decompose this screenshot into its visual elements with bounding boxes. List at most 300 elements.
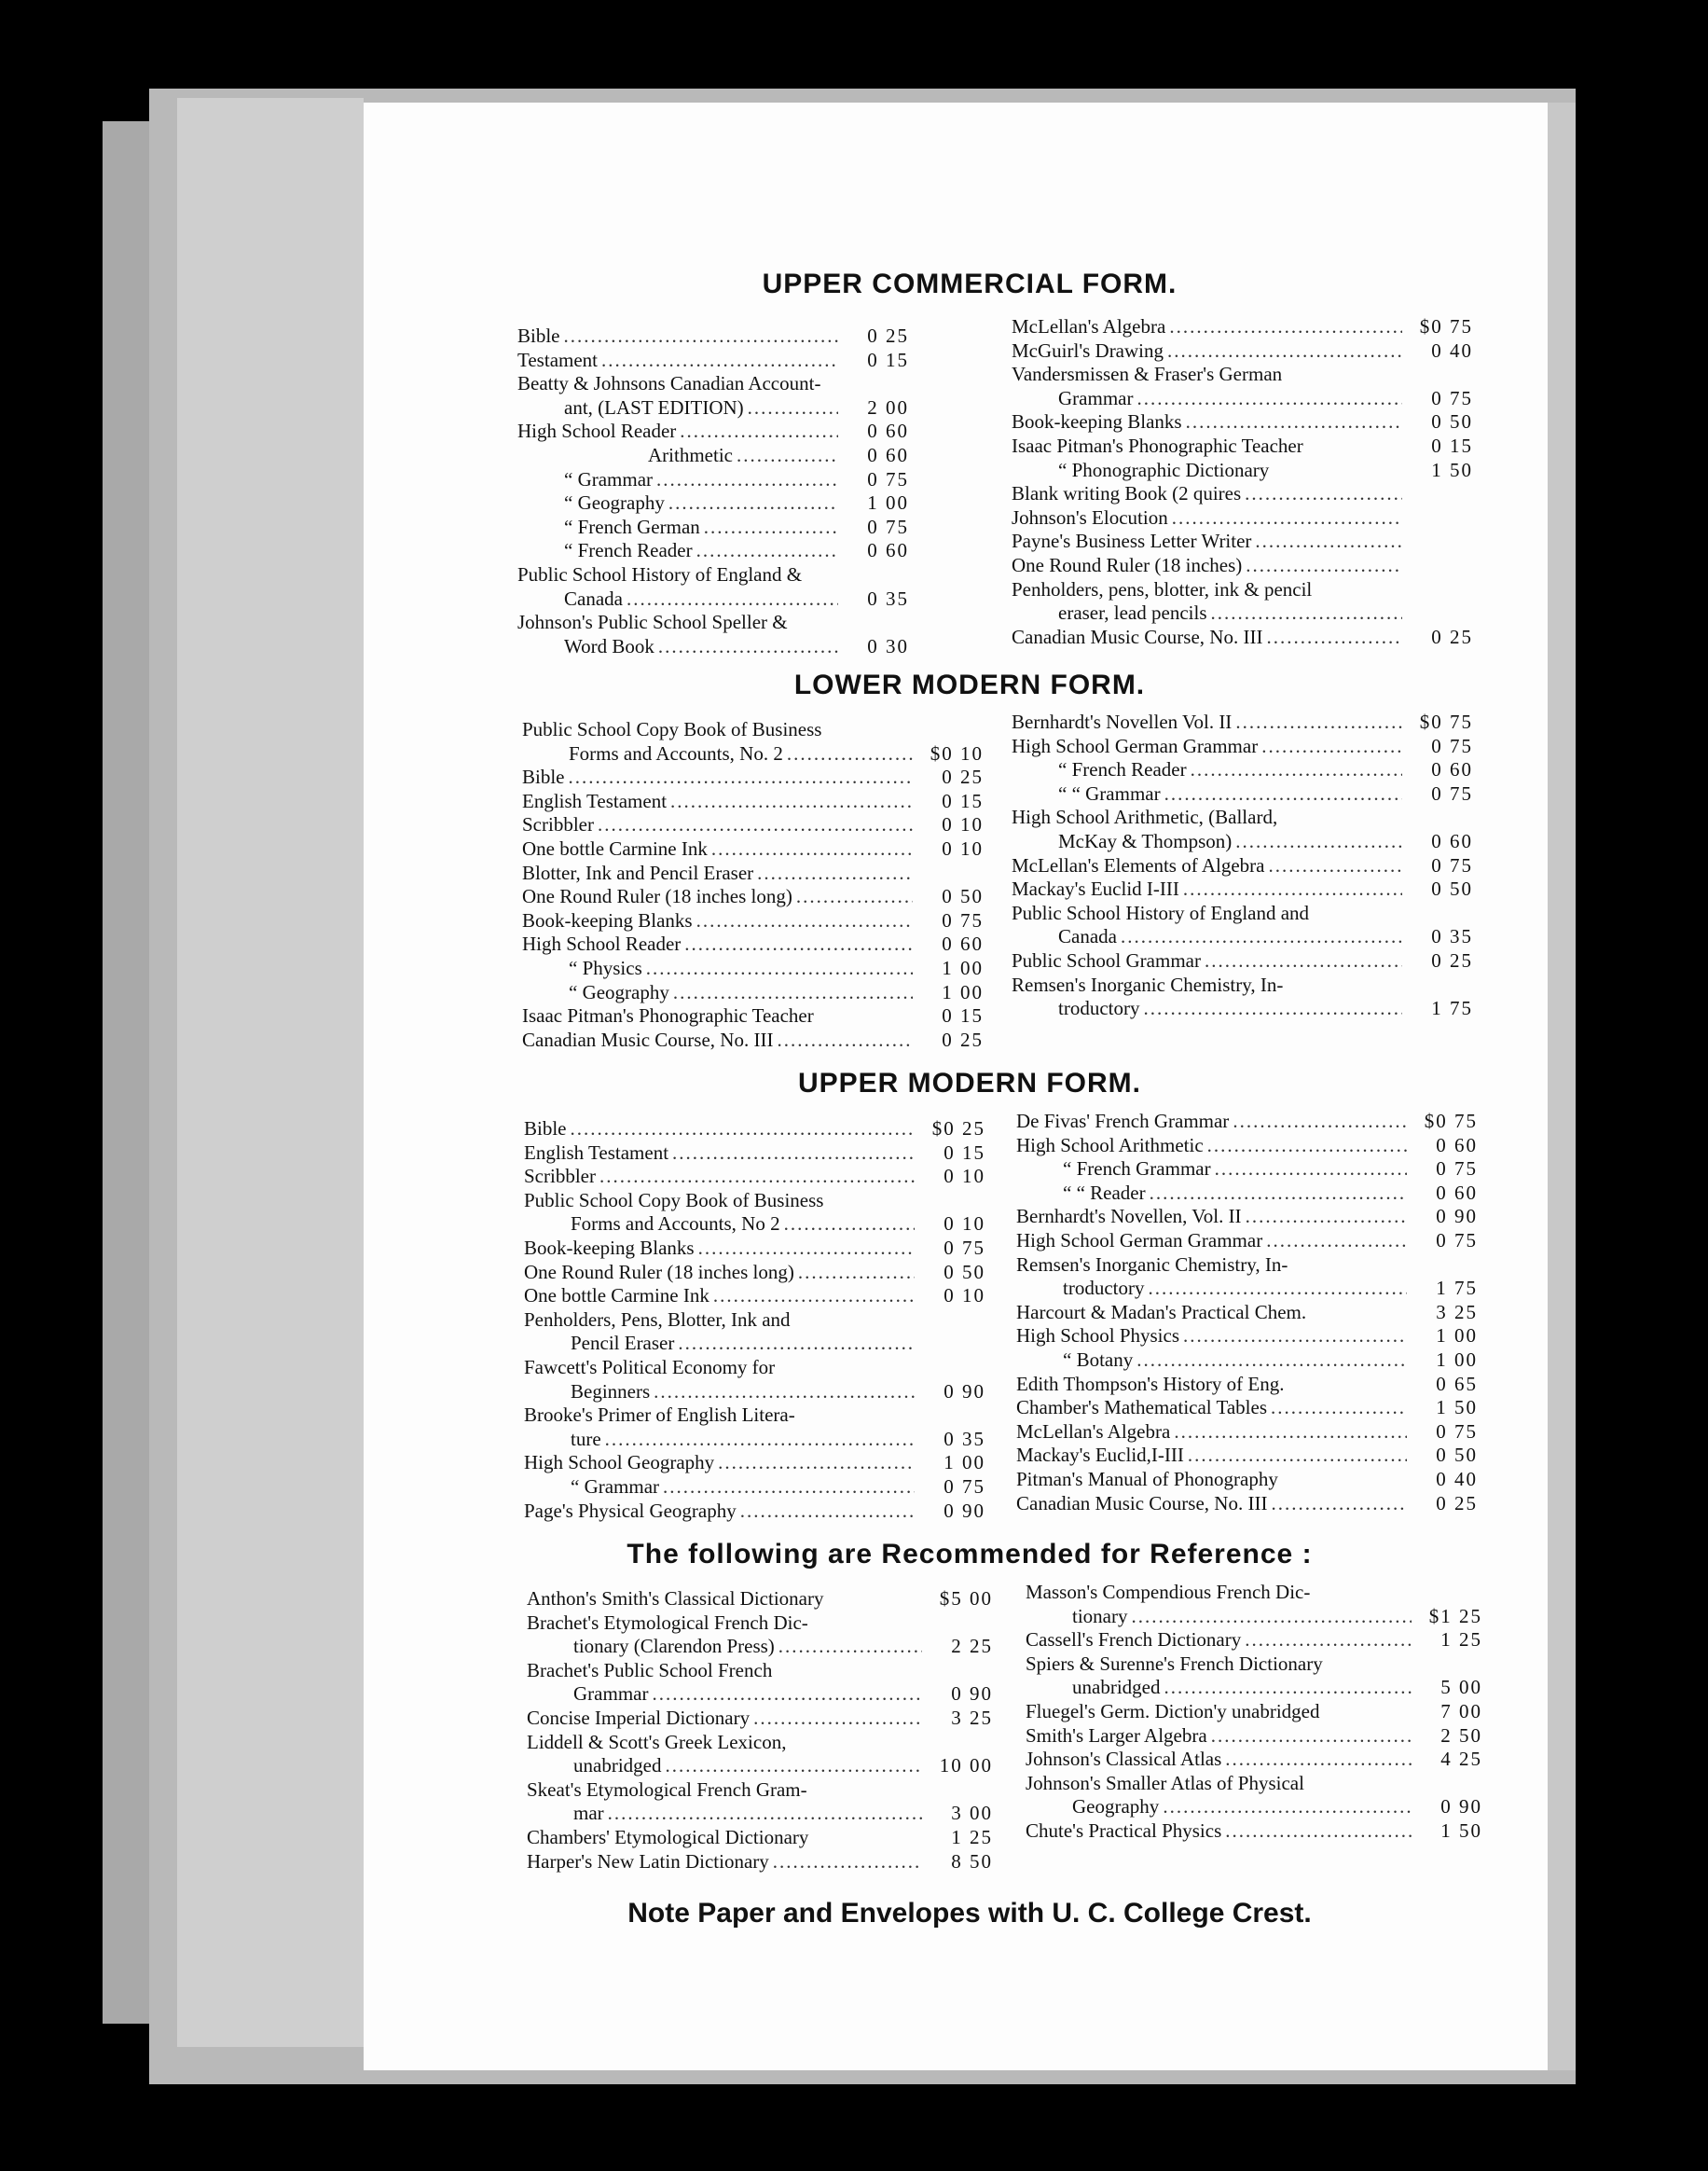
price-list-row [1026,1772,1482,1796]
item-title: Liddell & Scott's Greek Lexicon, [527,1730,787,1753]
dot-leader [798,1261,915,1285]
dot-leader [1245,482,1402,506]
price-list-row [524,1356,985,1380]
item-price: 0 15 [1431,434,1473,457]
item-title: “ Grammar [571,1474,660,1498]
item-price: 0 60 [867,443,909,466]
price-list-row [522,837,984,862]
dot-leader [696,539,838,563]
book-page [364,103,1576,2070]
price-list-row [1016,1444,1478,1468]
price-list-row [1012,506,1473,531]
price-list-row [524,1500,985,1524]
dot-leader [1271,1492,1407,1516]
item-title: Public School History of England and [1012,901,1310,924]
price-list-row [527,1802,993,1826]
item-title: Beginners [571,1379,651,1403]
price-list-row [517,563,909,588]
item-price: 0 25 [1431,948,1473,972]
item-title: Geography [1072,1795,1160,1818]
item-title: One Round Ruler (18 inches long) [522,885,792,908]
price-list-row [1012,315,1473,339]
item-title: Canadian Music Course, No. III [1016,1491,1268,1514]
price-list-row [1026,1605,1482,1629]
reference-left [527,1587,993,1874]
item-title: Chambers' Etymological Dictionary [527,1825,809,1848]
item-title: Grammar [573,1682,649,1706]
item-price: 3 00 [951,1802,993,1825]
dot-leader [1207,1134,1407,1158]
price-list-row [517,325,909,349]
item-price: 0 15 [944,1141,985,1164]
price-list-row [1016,1492,1478,1516]
price-list-row [1016,1301,1478,1325]
price-list-row [1012,339,1473,364]
dot-leader [1183,878,1402,902]
dot-leader [1183,1324,1407,1348]
item-title: Beatty & Johnsons Canadian Account- [517,372,821,395]
price-list-row [1012,554,1473,578]
item-title: Canada [1058,925,1117,948]
dot-leader [1255,530,1402,554]
price-list-row [527,1635,993,1659]
item-price: 0 10 [944,1165,985,1188]
item-title: Brachet's Public School French [527,1658,773,1681]
dot-leader [1164,782,1402,807]
item-title: “ Geography [564,491,665,515]
dot-leader [1148,1277,1407,1301]
item-title: “ Geography [569,980,669,1003]
item-title: “ Botany [1063,1348,1134,1371]
dot-leader [1174,1420,1407,1445]
lower-modern-left [522,718,984,1052]
item-title: Bible [524,1117,567,1140]
item-price: 1 00 [1436,1324,1478,1348]
item-title: Testament [517,348,598,371]
price-list-row [522,742,984,767]
item-price: 0 50 [1431,878,1473,901]
price-list-row [1012,974,1473,998]
item-title: Isaac Pitman's Phonographic Teacher [1012,434,1303,457]
item-title: Anthon's Smith's Classical Dictionary [527,1587,824,1610]
item-title: “ “ Reader [1063,1181,1146,1204]
item-title: Remsen's Inorganic Chemistry, In- [1012,973,1284,996]
dot-leader [668,491,838,516]
item-title: troductory [1063,1277,1145,1300]
item-title: Smith's Larger Algebra [1026,1723,1207,1747]
dot-leader [696,909,913,933]
upper-modern-heading: UPPER MODERN FORM. [797,1068,1141,1099]
price-list-row [1016,1324,1478,1348]
item-price: $1 25 [1428,1604,1482,1627]
dot-leader [605,1428,915,1452]
price-list-row [1016,1468,1478,1492]
item-price: 2 50 [1440,1723,1482,1747]
price-list-row [522,718,984,742]
dot-leader [1271,1396,1407,1420]
lower-modern-heading: LOWER MODERN FORM. [793,670,1146,700]
item-price: 0 25 [942,1028,984,1051]
item-title: Pitman's Manual of Phonography [1016,1467,1278,1490]
price-list-row [1012,387,1473,411]
item-title: “ Grammar [564,467,654,491]
dot-leader [680,420,838,444]
price-list-row [1012,530,1473,554]
item-title: Fluegel's Germ. Diction'y unabridged [1026,1699,1320,1722]
upper-commercial-heading: UPPER COMMERCIAL FORM. [762,269,1178,299]
item-price: 0 25 [1431,625,1473,648]
dot-leader [778,1635,922,1659]
price-list-row [522,909,984,933]
price-list-row [1026,1748,1482,1772]
price-list-row [1016,1420,1478,1445]
item-price: 0 75 [867,467,909,491]
price-list-row [522,813,984,837]
item-price: $0 10 [930,741,984,765]
dot-leader [678,1332,915,1356]
item-title: One bottle Carmine Ink [524,1284,709,1307]
price-list-row [1012,758,1473,782]
item-price: 0 50 [1436,1444,1478,1467]
price-list-row [522,766,984,790]
price-list-row [1012,949,1473,974]
dot-leader [571,1117,916,1141]
item-title: High School German Grammar [1012,734,1259,757]
dot-leader [777,1029,913,1053]
price-list-row [522,1004,984,1029]
item-title: Johnson's Classical Atlas [1026,1748,1222,1771]
price-list-row [527,1659,993,1683]
item-title: Forms and Accounts, No 2 [571,1212,780,1236]
price-list-row [524,1404,985,1428]
item-title: English Testament [522,789,668,812]
price-list-row [517,444,909,468]
price-list-row [524,1475,985,1500]
price-list-row [522,933,984,957]
book-board-inner [177,98,364,2047]
dot-leader [658,635,838,659]
price-list-row [524,1261,985,1285]
item-price: 0 10 [944,1284,985,1307]
item-price: 0 90 [1436,1205,1478,1228]
item-title: mar [573,1802,604,1825]
item-price: 1 00 [942,956,984,979]
item-title: Bernhardt's Novellen, Vol. II [1016,1205,1242,1228]
item-price: 0 75 [942,908,984,932]
price-list-row [524,1189,985,1213]
item-title: Bible [522,766,565,789]
price-list-row [1026,1581,1482,1605]
price-list-row [522,957,984,981]
price-list-row [1016,1157,1478,1182]
item-price: $0 75 [1419,315,1473,338]
item-title: Brachet's Etymological French Dic- [527,1611,808,1634]
price-list-row [517,611,909,635]
item-title: One Round Ruler (18 inches) [1012,553,1243,576]
item-price: 3 25 [951,1706,993,1729]
item-price: 2 00 [867,395,909,419]
item-price: 8 50 [951,1849,993,1873]
dot-leader [1163,1795,1412,1819]
item-title: Penholders, Pens, Blotter, Ink and [524,1307,791,1331]
item-title: Mackay's Euclid,I-III [1016,1444,1184,1467]
item-price: 0 60 [867,420,909,443]
lower-modern-right [1012,711,1473,1021]
item-title: Canada [564,587,623,610]
item-price: 0 30 [867,634,909,657]
item-price: 1 25 [951,1825,993,1848]
price-list-row [1026,1700,1482,1724]
dot-leader [1261,735,1402,759]
item-price: $5 00 [939,1587,993,1610]
price-list-row [1012,878,1473,902]
dot-leader [737,444,838,468]
item-title: Brooke's Primer of English Litera- [524,1404,795,1427]
dot-leader [684,933,913,957]
item-price: 0 50 [944,1260,985,1283]
item-title: ture [571,1427,601,1450]
item-price: 0 75 [944,1236,985,1259]
dot-leader [1150,1182,1407,1206]
dot-leader [599,1165,915,1189]
price-list-row [1016,1205,1478,1229]
item-title: Isaac Pitman's Phonographic Teacher [522,1004,814,1028]
price-list-row [527,1707,993,1731]
price-list-row [524,1308,985,1333]
item-price: 0 65 [1436,1372,1478,1395]
dot-leader [718,1451,915,1475]
item-title: Canadian Music Course, No. III [1012,625,1263,648]
item-title: Cassell's French Dictionary [1026,1628,1242,1652]
item-price: 0 75 [1431,386,1473,409]
price-list-row [527,1611,993,1636]
item-title: High School German Grammar [1016,1228,1263,1251]
price-list-row [1012,482,1473,506]
price-list-row [522,1029,984,1053]
item-title: One Round Ruler (18 inches long) [524,1260,794,1283]
item-price: 0 10 [944,1212,985,1236]
dot-leader [787,742,913,767]
item-title: Skeat's Etymological French Gram- [527,1777,807,1801]
price-list-row [517,539,909,563]
price-list-row [1016,1182,1478,1206]
item-price: 0 60 [1436,1181,1478,1204]
price-list-row [1016,1229,1478,1253]
dot-leader [1164,1676,1412,1700]
item-title: Scribbler [524,1165,596,1188]
item-price: 1 25 [1440,1628,1482,1652]
item-price: 1 00 [942,980,984,1003]
item-price: 0 75 [1431,734,1473,757]
upper-modern-left [524,1117,985,1523]
price-list-row [522,981,984,1005]
item-title: Masson's Compendious French Dic- [1026,1581,1311,1603]
item-price: 0 75 [1431,853,1473,877]
item-title: Johnson's Public School Speller & [517,611,788,634]
item-price: 0 60 [942,933,984,956]
item-title: “ Physics [569,956,642,979]
dot-leader [672,1141,915,1166]
item-title: High School Arithmetic, (Ballard, [1012,806,1278,829]
price-list-row [1012,459,1473,483]
dot-leader [1191,758,1402,782]
item-price: 0 25 [942,766,984,789]
dot-leader [753,1707,922,1731]
dot-leader [673,981,913,1005]
dot-leader [646,957,913,981]
item-title: tionary (Clarendon Press) [573,1635,775,1658]
item-title: Pencil Eraser [571,1332,675,1355]
item-price: 1 75 [1431,997,1473,1020]
price-list-row [1012,806,1473,830]
item-title: Penholders, pens, blotter, ink & pencil [1012,577,1313,601]
dot-leader [1143,997,1402,1021]
dot-leader [569,766,914,790]
item-title: High School Arithmetic [1016,1133,1204,1156]
dot-leader [713,1284,915,1308]
item-title: Word Book [564,634,654,657]
price-list-row [1012,602,1473,626]
price-list-row [1026,1652,1482,1677]
price-list-row [1012,782,1473,807]
price-list-row [1012,735,1473,759]
item-price: 5 00 [1440,1676,1482,1699]
dot-leader [1131,1605,1412,1629]
item-title: Remsen's Inorganic Chemistry, In- [1016,1252,1288,1276]
price-list-row [1012,626,1473,650]
item-price: 0 75 [867,515,909,538]
item-title: Book-keeping Blanks [1012,410,1182,434]
item-title: Edith Thompson's History of Eng. [1016,1372,1285,1395]
item-title: De Fivas' French Grammar [1016,1110,1230,1132]
item-title: One bottle Carmine Ink [522,837,708,860]
dot-leader [1246,1205,1407,1229]
price-list-row [1026,1795,1482,1819]
dot-leader [1215,1157,1407,1182]
item-title: High School Reader [517,420,677,443]
item-price: 1 75 [1436,1277,1478,1300]
item-title: “ “ Grammar [1058,781,1161,805]
item-title: Concise Imperial Dictionary [527,1706,751,1729]
dot-leader [748,396,838,421]
dot-leader [601,349,838,373]
price-list-row [517,372,909,396]
item-title: “ Phonographic Dictionary [1058,458,1270,481]
dot-leader [1136,387,1402,411]
dot-leader [1225,1819,1412,1844]
price-list-row [527,1587,993,1611]
price-list-row [524,1332,985,1356]
item-title: Public School Grammar [1012,948,1201,972]
item-title: Page's Physical Geography [524,1499,737,1522]
item-price: 0 25 [1436,1491,1478,1514]
price-list-row [1016,1110,1478,1134]
price-list-row [524,1428,985,1452]
price-list-row [517,516,909,540]
item-title: Chute's Practical Physics [1026,1818,1222,1842]
price-list-row [517,420,909,444]
item-title: “ French Grammar [1063,1157,1211,1181]
dot-leader [796,885,913,909]
price-list-row [1026,1819,1482,1844]
price-list-row [1012,854,1473,878]
dot-leader [698,1237,915,1261]
item-title: Book-keeping Blanks [522,908,693,932]
dot-leader [1235,830,1402,854]
price-list-row [517,588,909,612]
item-price: 0 40 [1436,1467,1478,1490]
dot-leader [1167,339,1402,364]
item-price: 1 50 [1440,1818,1482,1842]
item-price: 2 25 [951,1635,993,1658]
item-price: 0 50 [942,885,984,908]
dot-leader [1136,1348,1407,1373]
item-price: 0 60 [1431,758,1473,781]
dot-leader [665,1754,922,1778]
item-title: Vandersmissen & Fraser's German [1012,363,1283,386]
item-title: McKay & Thompson) [1058,829,1233,852]
item-price: 0 50 [1431,410,1473,434]
item-title: Public School Copy Book of Business [522,718,822,740]
item-price: 0 10 [942,813,984,837]
item-price: 0 75 [944,1474,985,1498]
item-price: $0 25 [931,1117,985,1140]
item-price: 0 15 [867,348,909,371]
price-list-row [522,862,984,886]
item-title: McGuirl's Drawing [1012,339,1164,362]
price-list-row [1012,925,1473,949]
item-price: 0 25 [867,325,909,347]
item-title: ant, (LAST EDITION) [564,395,744,419]
item-title: Spiers & Surenne's French Dictionary [1026,1652,1323,1675]
footer-note: Note Paper and Envelopes with U. C. College Crest. [627,1898,1312,1929]
item-title: unabridged [1072,1676,1161,1699]
item-price: 1 00 [867,491,909,515]
item-title: unabridged [573,1754,662,1777]
dot-leader [773,1850,922,1874]
item-price: 1 00 [944,1451,985,1474]
item-title: Grammar [1058,386,1134,409]
dot-leader [1205,949,1402,974]
item-price: 0 35 [1431,925,1473,948]
dot-leader [1172,506,1402,531]
item-price: $0 75 [1424,1110,1478,1132]
price-list-row [1026,1724,1482,1749]
price-list-row [524,1117,985,1141]
reference-heading: The following are Recommended for Reference : [627,1539,1313,1569]
upper-commercial-right [1012,315,1473,649]
price-list-row [524,1284,985,1308]
item-price: 1 50 [1431,458,1473,481]
item-title: Harcourt & Madan's Practical Chem. [1016,1300,1307,1323]
price-list-row [524,1451,985,1475]
item-title: troductory [1058,997,1140,1020]
dot-leader [627,588,838,612]
item-title: Public School Copy Book of Business [524,1188,824,1211]
item-title: Blank writing Book (2 quires [1012,482,1242,505]
dot-leader [564,325,839,349]
upper-modern-right [1016,1110,1478,1515]
price-list-row [1012,578,1473,602]
price-list-row [527,1826,993,1850]
dot-leader [663,1475,915,1500]
item-title: High School Geography [524,1451,715,1474]
item-title: “ French Reader [564,539,693,562]
item-title: eraser, lead pencils [1058,602,1207,625]
upper-commercial-left [517,325,909,658]
item-price: 1 00 [1436,1348,1478,1371]
dot-leader [1186,410,1402,435]
